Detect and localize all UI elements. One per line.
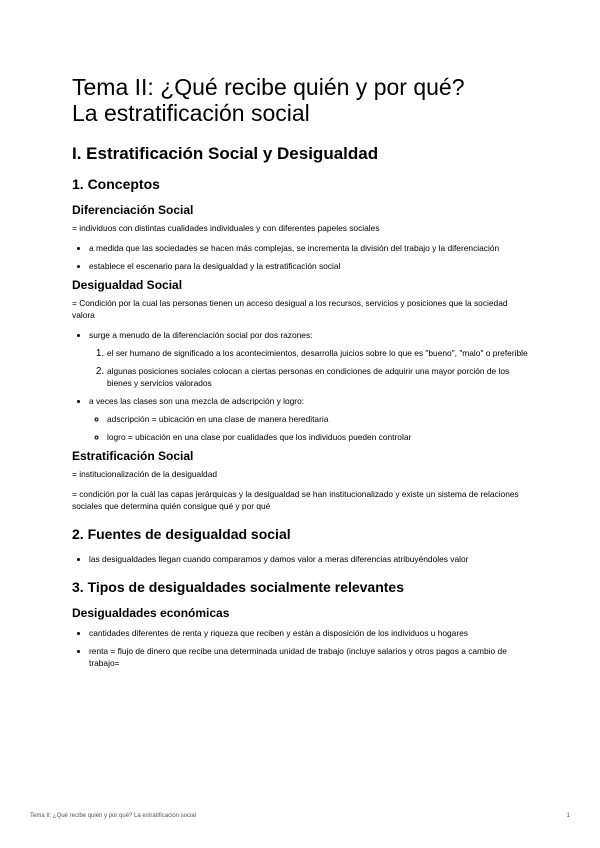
list-item: • establece el escenario para la desigualdad y la estratificación social (89, 260, 532, 272)
sublist (89, 413, 532, 443)
heading-estratificacion: Estratificación Social (72, 449, 194, 463)
heading-economicas: Desigualdades económicas (72, 606, 230, 620)
page-number: 1 (566, 813, 570, 819)
definition-estratificacion-1: = institucionalización de la desigualdad (72, 469, 218, 479)
list-economicas (72, 627, 532, 669)
footer-text: Tema II: ¿Qué recibe quién y por qué? La estratificación social (30, 813, 197, 819)
list-diferenciacion (72, 242, 532, 272)
list-item: ◦ adscripción = ubicación en una clase de manera hereditaria (107, 413, 532, 425)
title-line-1: Tema II: ¿Qué recibe quién y por qué? (72, 74, 465, 100)
list-item: • cantidades diferentes de renta y riqueza que reciben y están a disposición de los individuos u hogares (89, 627, 532, 639)
list-item: • las desigualdades llegan cuando comparamos y damos valor a meras diferencias atribuyéndoles valor (89, 553, 532, 565)
list-item: • a medida que las sociedades se hacen más complejas, se incrementa la división del trabajo y la diferenciación (89, 242, 532, 254)
page-footer (30, 813, 570, 819)
definition-desigualdad: = Condición por la cual las personas tienen un acceso desigual a los recursos, servicios y posiciones que la sociedad valora (72, 298, 508, 320)
subsection-heading-tipos: 3. Tipos de desigualdades socialmente relevantes (72, 579, 404, 595)
list-item-text: surge a menudo de la diferenciación social por dos razones: (89, 330, 313, 340)
heading-desigualdad: Desigualdad Social (72, 278, 183, 292)
list-desigualdad (72, 329, 532, 443)
section-heading: I. Estratificación Social y Desigualdad (72, 144, 379, 163)
list-item-text: a veces las clases son una mezcla de adscripción y logro: (89, 396, 305, 406)
reasons-list (89, 347, 532, 389)
heading-diferenciacion: Diferenciación Social (72, 203, 194, 217)
document-title (72, 74, 532, 126)
definition-estratificacion-2: = condición por la cuál las capas jerárquicas y la desigualdad se han institucionalizado y existe un sistema de relaciones sociales que determina quién consigue qué y por qué (72, 489, 519, 511)
list-item (89, 395, 532, 443)
list-item (89, 329, 532, 389)
list-item: • renta = flujo de dinero que recibe una determinada unidad de trabajo (incluye salarios y otros pagos a cambio de trabajo= (89, 645, 532, 669)
list-item: 1. el ser humano de significado a los acontecimientos, desarrolla juicios sobre lo que es "bueno", "malo" o preferible (107, 347, 532, 359)
document-page (72, 74, 532, 675)
list-item: 2. algunas posiciones sociales colocan a ciertas personas en condiciones de adquirir una mayor porción de los bienes y servicios valorados (107, 365, 532, 389)
definition-diferenciacion: = individuos con distintas cualidades individuales y con diferentes papeles sociales (72, 223, 380, 233)
list-item: ◦ logro = ubicación en una clase por cualidades que los individuos pueden controlar (107, 431, 532, 443)
subsection-heading-fuentes: 2. Fuentes de desigualdad social (72, 526, 291, 542)
subsection-heading-conceptos: 1. Conceptos (72, 176, 160, 192)
list-fuentes (72, 553, 532, 565)
title-line-2: La estratificación social (72, 100, 310, 126)
